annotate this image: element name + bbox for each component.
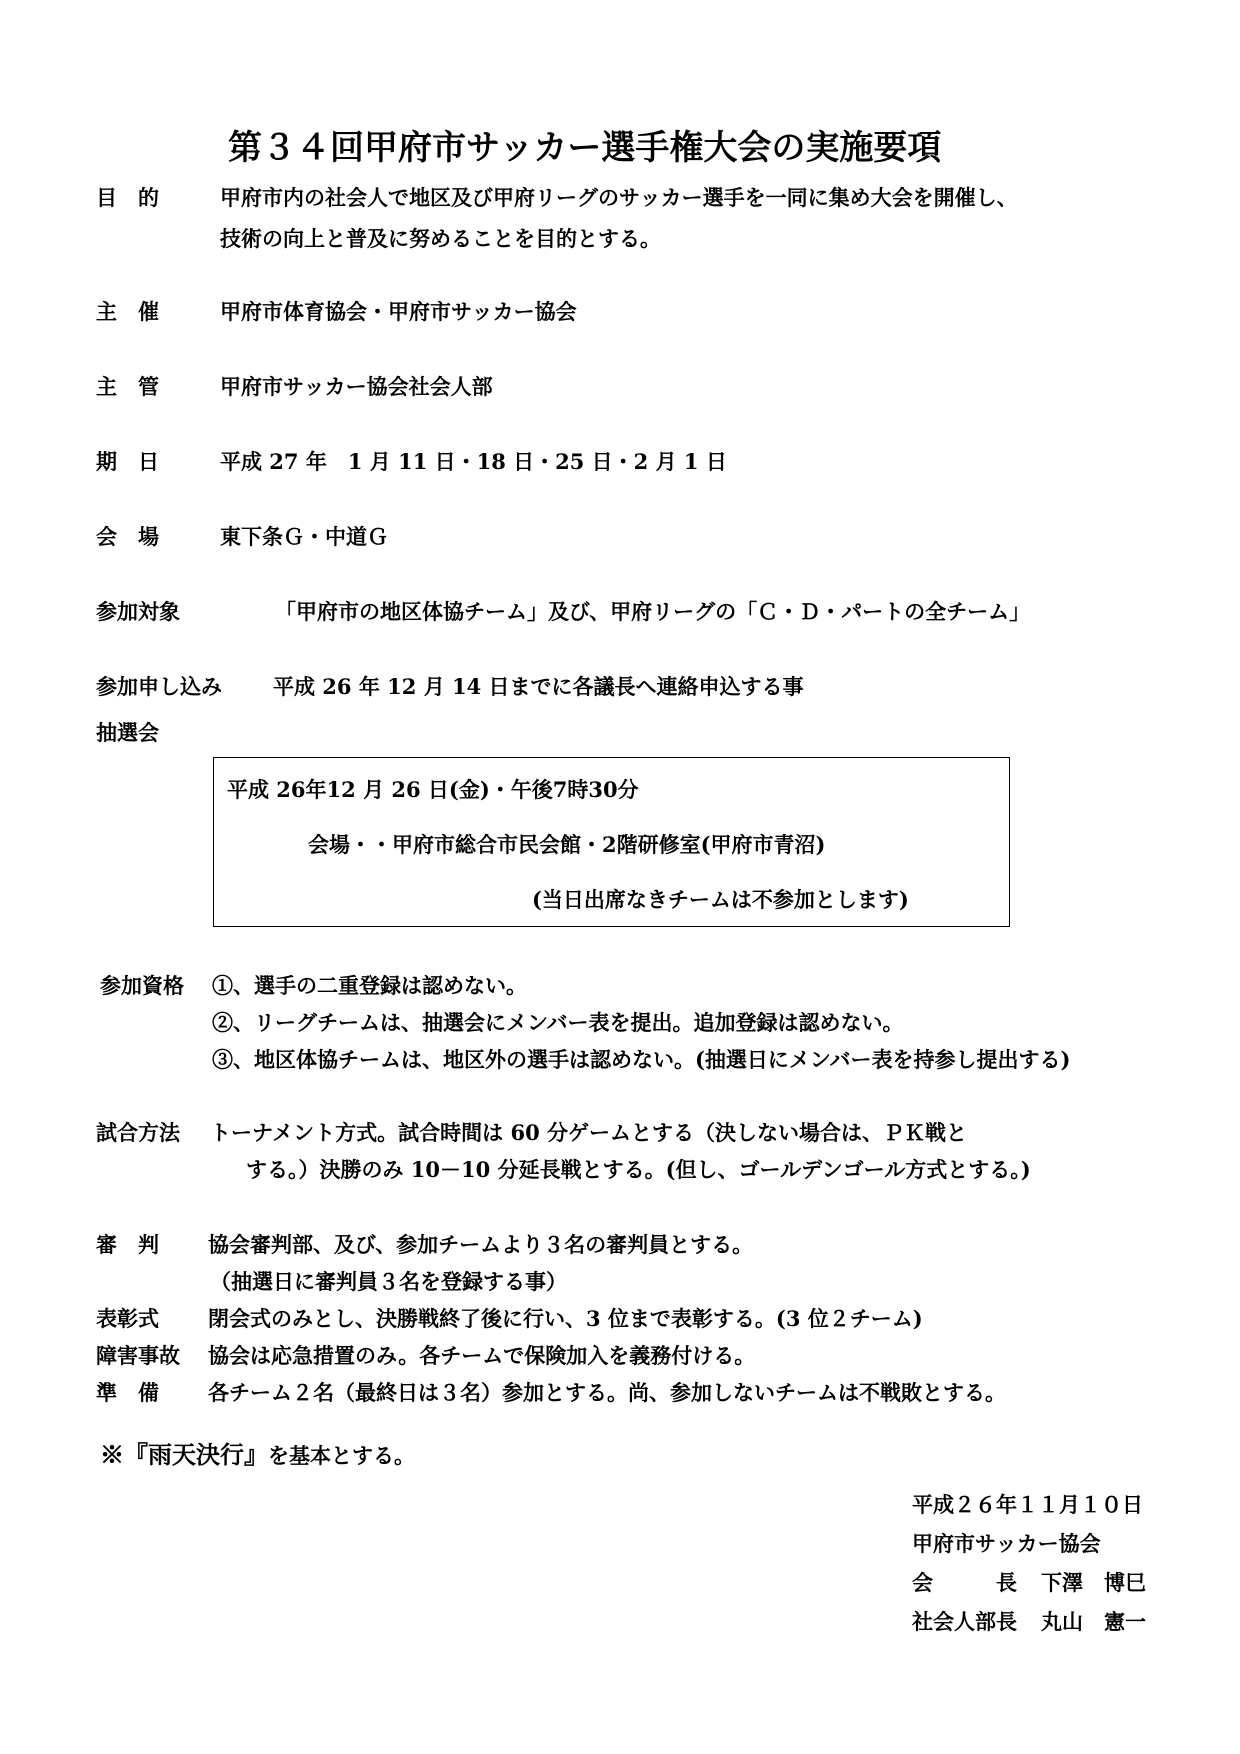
host-value: 甲府市体育協会・甲府市サッカー協会 xyxy=(220,299,577,324)
signature-name2: 丸山 憲一 xyxy=(1041,1609,1146,1634)
signature-org: 甲府市サッカー協会 xyxy=(912,1531,1101,1556)
qualification-item: ③、地区体協チームは、地区外の選手は認めない。(抽選日にメンバー表を持参し提出する) xyxy=(212,1047,1071,1072)
signature-role2: 社会人部長 xyxy=(912,1609,1017,1634)
rain-note-rest: を基本とする。 xyxy=(268,1443,415,1468)
rain-note xyxy=(100,1435,415,1470)
purpose-label: 目 的 xyxy=(96,185,159,210)
venue-value: 東下条Ｇ・中道Ｇ xyxy=(220,524,388,549)
qualification-item: ①、選手の二重登録は認めない。 xyxy=(212,973,527,998)
signature-role1: 会 長 xyxy=(912,1570,1017,1595)
page-title: 第３４回甲府市サッカー選手権大会の実施要項 xyxy=(228,128,942,168)
lottery-remark: (当日出席なきチームは不参加とします) xyxy=(532,887,909,912)
referee-line1: 協会審判部、及び、参加チームより３名の審判員とする。 xyxy=(208,1232,754,1257)
lottery-datetime: 平成 26年12 月 26 日(金)・午後7時30分 xyxy=(227,777,639,802)
venue-label: 会 場 xyxy=(96,524,159,549)
match-method-line1: トーナメント方式。試合時間は 60 分ゲームとする（決しない場合は、ＰＫ戦と xyxy=(210,1120,968,1145)
qualification-item: ②、リーグチームは、抽選会にメンバー表を提出。追加登録は認めない。 xyxy=(212,1010,904,1035)
referee-line2: （抽選日に審判員３名を登録する事） xyxy=(210,1269,567,1294)
eligible-label: 参加対象 xyxy=(96,599,180,624)
dates-label: 期 日 xyxy=(96,449,159,474)
signature-date: 平成２６年１１月１０日 xyxy=(912,1492,1143,1517)
organizer-value: 甲府市サッカー協会社会人部 xyxy=(220,374,493,399)
lottery-place: 会場・・甲府市総合市民会館・2階研修室(甲府市青沼) xyxy=(308,832,826,857)
eligible-value: 「甲府市の地区体協チーム」及び、甲府リーグの「Ｃ・Ｄ・パートの全チーム」 xyxy=(275,599,1031,624)
accident-value: 協会は応急措置のみ。各チームで保険加入を義務付ける。 xyxy=(208,1343,756,1368)
signature-name1: 下澤 博巳 xyxy=(1041,1570,1146,1595)
purpose-line2: 技術の向上と普及に努めることを目的とする。 xyxy=(220,226,661,251)
organizer-label: 主 管 xyxy=(96,374,159,399)
award-label: 表彰式 xyxy=(96,1306,159,1331)
host-label: 主 催 xyxy=(96,299,159,324)
preparation-value: 各チーム２名（最終日は３名）参加とする。尚、参加しないチームは不戦敗とする。 xyxy=(208,1380,1006,1405)
application-label: 参加申し込み xyxy=(96,674,222,699)
preparation-label: 準 備 xyxy=(96,1380,159,1405)
purpose-line1: 甲府市内の社会人で地区及び甲府リーグのサッカー選手を一同に集め大会を開催し、 xyxy=(220,185,1018,210)
match-method-line2: する。）決勝のみ 10－10 分延長戦とする。(但し、ゴールデンゴール方式とする。) xyxy=(246,1157,1031,1182)
match-method-label: 試合方法 xyxy=(96,1120,180,1145)
accident-label: 障害事故 xyxy=(96,1343,180,1368)
award-value: 閉会式のみとし、決勝戦終了後に行い、3 位まで表彰する。(3 位２チーム) xyxy=(208,1306,923,1331)
lottery-label: 抽選会 xyxy=(96,720,159,745)
application-value: 平成 26 年 12 月 14 日までに各議長へ連絡申込する事 xyxy=(273,674,804,699)
dates-value: 平成 27 年 1 月 11 日・18 日・25 日・2 月 1 日 xyxy=(220,449,727,474)
referee-label: 審 判 xyxy=(96,1232,159,1257)
qualification-label: 参加資格 xyxy=(100,973,184,998)
rain-note-main: ※『雨天決行』 xyxy=(100,1440,268,1469)
